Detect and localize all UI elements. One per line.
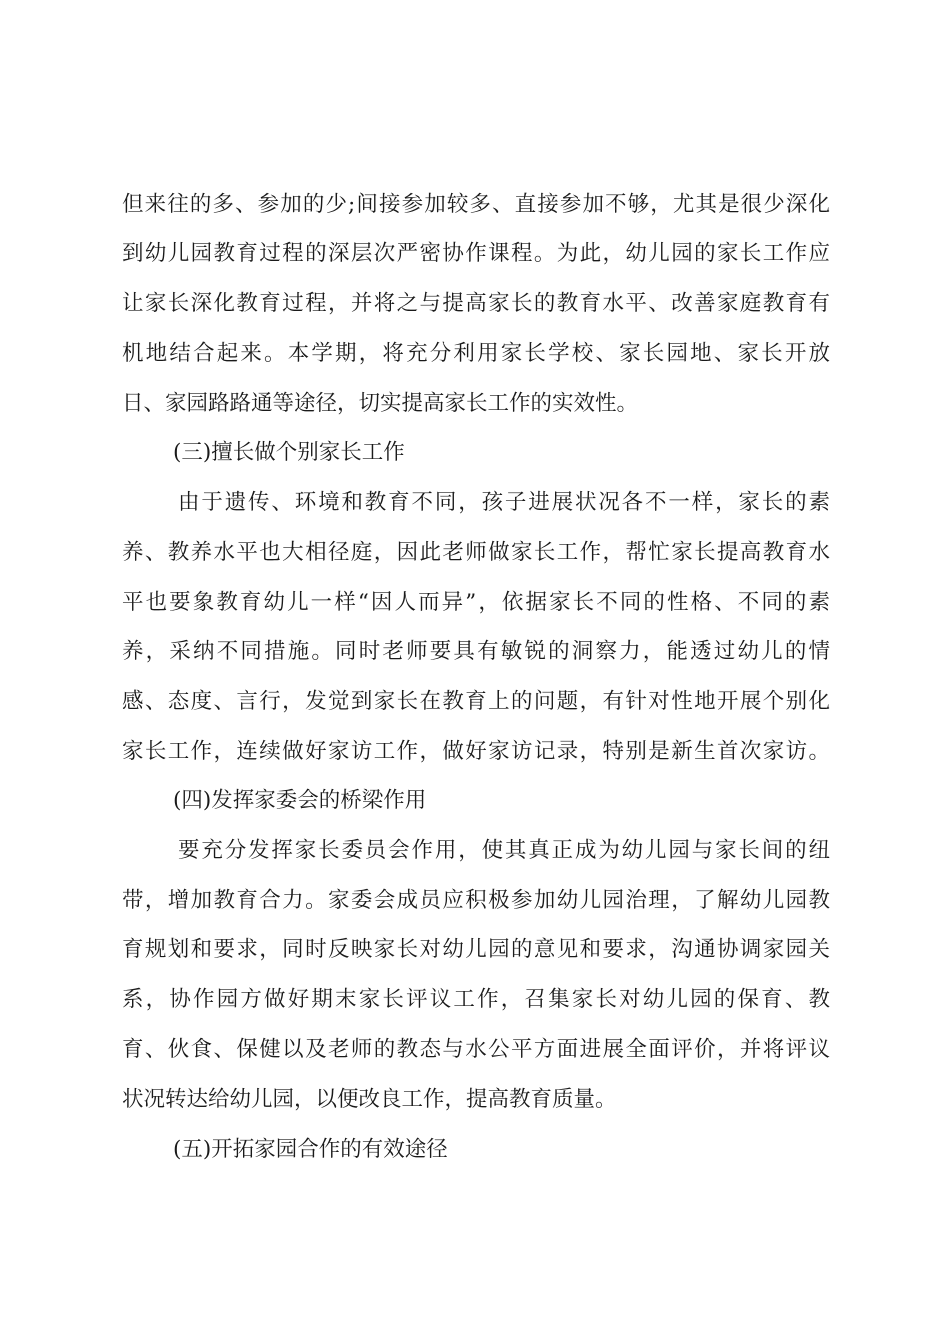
paragraph-line: 日、家园路路通等途径，切实提高家长工作的实效性。 xyxy=(122,391,639,416)
paragraph-line: 系，协作园方做好期末家长评议工作，召集家长对幼儿园的保育、教 xyxy=(122,987,830,1012)
paragraph-line: 到幼儿园教育过程的深层次严密协作课程。为此，幼儿园的家长工作应 xyxy=(122,241,830,266)
paragraph-line: 育规划和要求，同时反映家长对幼儿园的意见和要求，沟通协调家园关 xyxy=(122,937,830,962)
section-heading: (五)开拓家园合作的有效途径 xyxy=(173,1137,448,1162)
paragraph-line: 感、态度、言行，发觉到家长在教育上的问题，有针对性地开展个别化 xyxy=(122,689,830,714)
paragraph-line: 要充分发挥家长委员会作用，使其真正成为幼儿园与家长间的纽 xyxy=(178,838,830,863)
paragraph-line: 机地结合起来。本学期，将充分利用家长学校、家长园地、家长开放 xyxy=(122,341,830,366)
paragraph-line: 养，采纳不同措施。同时老师要具有敏锐的洞察力，能透过幼儿的情 xyxy=(122,639,830,664)
paragraph-line: 状况转达给幼儿园，以便改良工作，提高教育质量。 xyxy=(122,1087,617,1112)
paragraph-line: 育、伙食、保健以及老师的教态与水公平方面进展全面评价，并将评议 xyxy=(122,1037,830,1062)
paragraph-line: 养、教养水平也大相径庭，因此老师做家长工作，帮忙家长提高教育水 xyxy=(122,540,830,565)
paragraph-line: 让家长深化教育过程，并将之与提高家长的教育水平、改善家庭教育有 xyxy=(122,291,830,316)
paragraph-line: 带，增加教育合力。家委会成员应积极参加幼儿园治理，了解幼儿园教 xyxy=(122,888,830,913)
paragraph-line: 但来往的多、参加的少;间接参加较多、直接参加不够，尤其是很少深化 xyxy=(122,192,830,217)
paragraph-line: 平也要象教育幼儿一样“因人而异”，依据家长不同的性格、不同的素 xyxy=(122,590,830,615)
section-heading: (四)发挥家委会的桥梁作用 xyxy=(173,788,427,813)
paragraph-line: 由于遗传、环境和教育不同，孩子进展状况各不一样，家长的素 xyxy=(178,490,830,515)
paragraph-line: 家长工作，连续做好家访工作，做好家访记录，特别是新生首次家访。 xyxy=(122,739,830,764)
section-heading: (三)擅长做个别家长工作 xyxy=(173,440,405,465)
